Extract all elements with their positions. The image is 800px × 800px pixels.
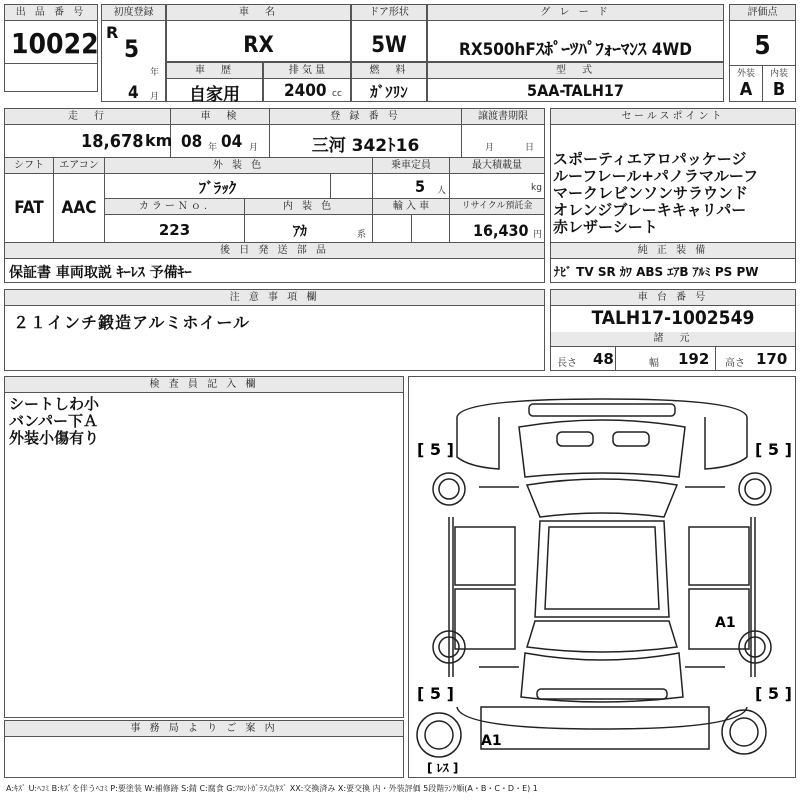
model-code: 5AA-TALH17: [527, 81, 624, 100]
displacement-unit: cc: [332, 89, 342, 99]
specs-label: 諸 元: [551, 332, 795, 347]
equipment-label: 純 正 装 備: [551, 243, 795, 259]
inspection-month: 04: [221, 132, 243, 152]
aircon-label: エアコン: [54, 158, 104, 174]
notes-label: 注 意 事 項 欄: [5, 290, 544, 306]
era: R: [106, 23, 119, 42]
capacity: 5: [415, 177, 426, 196]
int-color-unit: 系: [357, 230, 367, 240]
door-label: ドア形状: [352, 5, 426, 21]
history: 自家用: [189, 85, 240, 105]
later-parts-label: 後 日 発 送 部 品: [5, 243, 544, 259]
later-parts: 保証書 車両取説 ｷｰﾚｽ 予備ｷｰ: [9, 265, 192, 281]
inspection-year-unit: 年: [208, 143, 218, 153]
interior-label: 内装: [769, 69, 788, 79]
lot-number-box: [4, 4, 98, 92]
score-label: 評価点: [730, 5, 795, 21]
shift-label: シフト: [5, 158, 53, 174]
inspection-year: 08: [181, 132, 203, 152]
lot-number-label: 出 品 番 号: [5, 5, 97, 21]
car-diagram-box: [408, 376, 796, 778]
width-label: 幅: [649, 358, 659, 369]
notes: ２１インチ鍛造アルミホイール: [13, 313, 251, 332]
month-unit: 月: [150, 92, 160, 102]
height-label: 高さ: [725, 358, 745, 369]
inspection-label: 車 検: [171, 109, 269, 125]
tire-grade-rear-right: [ 5 ]: [755, 684, 792, 703]
first-registration-year: 5: [124, 35, 140, 63]
later-parts-box: [4, 242, 545, 283]
capacity-label: 乗車定員: [373, 158, 449, 174]
recycle-unit: 円: [533, 230, 543, 240]
inspector-box: [4, 376, 404, 718]
tire-grade-front-right: [ 5 ]: [755, 440, 792, 459]
door-type: 5W: [371, 33, 407, 58]
chassis-number: TALH17-1002549: [591, 307, 755, 329]
transfer-label: 譲渡書期限: [462, 109, 544, 125]
model-code-box: [427, 62, 724, 102]
import-label: 輸 入 車: [373, 199, 449, 215]
model-code-label: 型 式: [428, 63, 723, 79]
interior-grade: B: [772, 79, 786, 100]
sales-point-item: オレンジブレーキキャリパー: [553, 201, 747, 219]
notes-box: [4, 289, 545, 371]
transfer-day-unit: 日: [525, 143, 535, 153]
history-box: [166, 62, 263, 105]
car-name-box: [166, 4, 351, 62]
inspector-line: バンパー下Ａ: [9, 412, 98, 430]
damage-mark-right-side: A1: [715, 615, 736, 631]
aircon: AAC: [61, 198, 97, 218]
max-load-unit: kg: [531, 183, 542, 193]
sales-point-item: ルーフレール+パノラマルーフ: [553, 167, 759, 185]
shift: FAT: [14, 198, 44, 218]
spare-tire-status: [ ﾚｽ ]: [427, 761, 459, 775]
grade-box: [427, 4, 724, 62]
tire-grade-rear-left: [ 5 ]: [417, 684, 454, 703]
score: 5: [754, 31, 771, 61]
office-box: [4, 720, 404, 778]
car-name: RX: [243, 33, 274, 58]
inspector-line: シートしわ小: [9, 395, 100, 413]
transfer-month-unit: 月: [485, 143, 495, 153]
first-registration-month: 4: [128, 83, 139, 103]
displacement: 2400: [284, 81, 327, 101]
damage-mark-rear: A1: [481, 733, 502, 749]
chassis-label: 車 台 番 号: [551, 290, 795, 306]
inspector-notes: [9, 396, 99, 447]
width: 192: [678, 350, 710, 368]
score-box: [729, 4, 796, 102]
history-label: 車 歴: [167, 63, 262, 79]
fuel-box: [351, 62, 427, 102]
exterior-grade: A: [739, 79, 753, 100]
sales-points-box: [550, 108, 796, 243]
int-color: ｱｶ: [293, 224, 307, 240]
equipment: ﾅﾋﾞ TV SR ｶﾜ ABS ｴｱB ｱﾙﾐ PS PW: [554, 265, 759, 279]
car-name-label: 車 名: [167, 5, 350, 21]
max-load-label: 最大積載量: [450, 158, 544, 174]
height: 170: [756, 350, 788, 368]
color-no-label: カラーＮｏ.: [105, 199, 244, 215]
sales-point-item: 赤レザーシート: [553, 218, 658, 236]
inspector-line: 外装小傷有り: [9, 429, 100, 447]
fuel: ｶﾞｿﾘﾝ: [370, 83, 408, 101]
door-box: [351, 4, 427, 62]
displacement-box: [263, 62, 351, 102]
plate-number: 三河 342ﾄ16: [311, 136, 420, 156]
first-registration-label: 初度登録: [102, 5, 165, 21]
int-color-label: 内 装 色: [245, 199, 372, 215]
year-unit: 年: [150, 68, 160, 78]
sales-point-item: スポーティエアロパッケージ: [553, 150, 747, 168]
sales-points-label: セールスポイント: [551, 109, 795, 125]
inspector-label: 検 査 員 記 入 欄: [5, 377, 403, 393]
sales-point-item: マークレビンソンサラウンド: [553, 184, 749, 202]
tire-grade-front-left: [ 5 ]: [417, 440, 454, 459]
displacement-label: 排 気 量: [264, 63, 350, 79]
mileage-unit: km: [145, 131, 173, 150]
ext-color-label: 外 装 色: [105, 158, 372, 174]
fuel-label: 燃 料: [352, 63, 426, 79]
mileage-label: 走 行: [5, 109, 170, 125]
lot-number: 10022: [11, 27, 99, 60]
car-diagram: [409, 377, 795, 777]
first-registration-box: [101, 4, 166, 102]
sales-points-list: [553, 151, 758, 236]
length-label: 長さ: [557, 358, 577, 369]
exterior-label: 外装: [736, 69, 755, 79]
recycle-fee: 16,430: [473, 221, 529, 240]
chassis-box: [550, 289, 796, 371]
legend: A:ｷｽﾞ U:ﾍｺﾐ B:ｷｽﾞを伴うﾍｺﾐ P:要塗装 W:補修跡 S:錆 C:腐食 G:ﾌﾛﾝﾄｶﾞﾗｽ点ｷｽﾞ XX:交換済み X:要交換 内・外装評価 5段階ﾗﾝｸ順(A・B・C・D・E) 1: [6, 784, 538, 793]
grade-label: グ レ ー ド: [428, 5, 723, 21]
vehicle-info-box: [4, 108, 545, 243]
length: 48: [593, 350, 614, 368]
ext-color: ﾌﾞﾗｯｸ: [198, 179, 237, 197]
recycle-label: リサイクル預託金: [450, 199, 544, 215]
equipment-box: [550, 242, 796, 283]
plate-label: 登 録 番 号: [270, 109, 461, 125]
grade: RX500hFｽﾎﾟｰﾂﾊﾟﾌｫｰﾏﾝｽ 4WD: [459, 40, 692, 60]
color-no: 223: [158, 221, 191, 239]
office-label: 事 務 局 よ り ご 案 内: [5, 721, 403, 737]
mileage: 18,678: [81, 131, 144, 152]
inspection-month-unit: 月: [249, 143, 259, 153]
capacity-unit: 人: [437, 186, 447, 196]
